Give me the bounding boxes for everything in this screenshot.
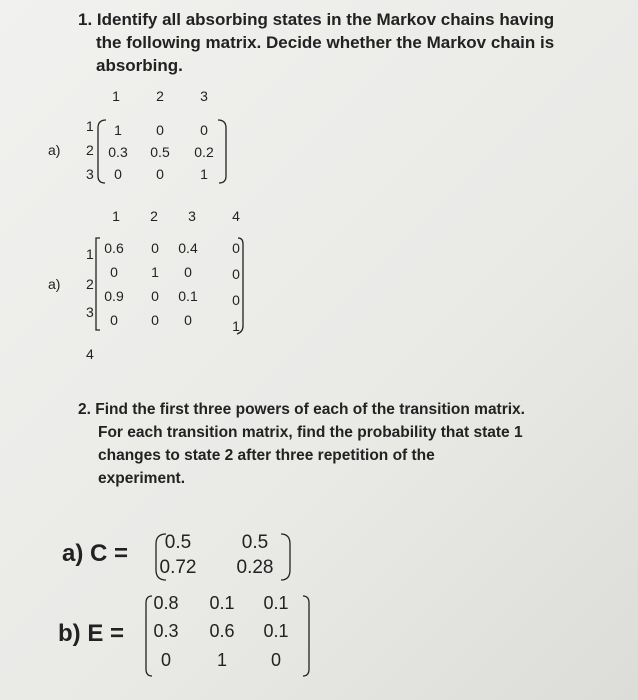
matrix-2-col-header: 4 [232,208,240,224]
matrix-2-cell: 0 [151,288,159,304]
matrix-1-cell: 0.3 [108,144,128,160]
matrix-2-right-bracket [237,238,243,334]
matrix-1-row-label: 1 [86,118,94,134]
matrix-2-cell: 0 [184,264,192,280]
matrix-2-cell: 0 [151,312,159,328]
matrix-c-cell: 0.28 [236,557,274,578]
matrix-1-left-bracket [98,120,106,183]
matrix-2-cell: 0 [151,240,159,256]
question-2-line-3: changes to state 2 after three repetition of the [98,447,435,464]
question-2-line-2: For each transition matrix, find the probability that state 1 [98,424,523,441]
matrix-2-col-header: 2 [150,208,158,224]
question-1-line-3: absorbing. [96,56,183,75]
matrix-e-cell: 1 [216,650,227,670]
matrix-c-cell: 0.5 [164,532,192,553]
matrix-2-cell: 0.1 [178,288,198,304]
matrix-e-cell: 0.3 [153,621,179,641]
matrix-2-cell: 0 [232,266,240,282]
matrix-1-cell: 1 [114,122,122,138]
matrix-2-cell: 0 [110,312,118,328]
matrix-c-label: a) C = [62,540,129,567]
matrix-2-row-label: 3 [86,304,94,320]
matrix-1-cell: 0 [156,122,164,138]
matrix-2-label: a) [48,276,61,292]
matrix-e-cell: 0 [270,650,281,670]
matrix-1-col-header: 3 [200,88,208,104]
matrix-1-cell: 0 [156,166,164,182]
matrix-e-cell: 0 [160,650,171,670]
matrix-1-cell: 1 [200,166,208,182]
matrix-2-cell: 0.4 [178,240,198,256]
matrix-1-cell: 0.5 [150,144,170,160]
matrix-c-left-bracket [156,534,166,580]
matrix-2-cell: 0.9 [104,288,124,304]
matrix-2-cell: 0.6 [104,240,124,256]
matrix-1-col-header: 1 [112,88,120,104]
matrix-2-cell: 0 [184,312,192,328]
matrix-c-right-bracket [281,534,290,580]
matrix-1-row-label: 2 [86,142,94,158]
matrix-c-cell: 0.72 [159,557,197,578]
matrix-2-cell: 1 [151,264,159,280]
matrix-1-cell: 0.2 [194,144,214,160]
matrix-e-label: b) E = [58,620,125,647]
matrix-2-col-header: 3 [188,208,196,224]
matrix-1-label: a) [48,142,61,158]
matrix-e-right-bracket [303,596,309,676]
matrix-1-cell: 0 [114,166,122,182]
matrix-e-cell: 0.1 [263,621,289,641]
matrix-1-row-label: 3 [86,166,94,182]
matrix-e-cell: 0.1 [209,593,235,613]
matrix-e-left-bracket [146,596,152,676]
matrix-1-cell: 0 [200,122,208,138]
matrix-2-cell: 0 [110,264,118,280]
question-2-line-4: experiment. [98,470,186,487]
matrix-c-cell: 0.5 [241,532,269,553]
matrix-2-col-header: 1 [112,208,120,224]
matrix-2-left-bracket [96,238,100,330]
matrix-2-cell: 0 [232,240,240,256]
question-2-line-1: 2. Find the first three powers of each of the transition matrix. [78,401,525,418]
question-1-line-1: 1. Identify all absorbing states in the Markov chains having [78,10,555,29]
matrix-2-row-label: 2 [86,276,94,292]
matrix-2-row-label: 1 [86,246,94,262]
matrix-2-row-label: 4 [86,346,94,362]
question-1-line-2: the following matrix. Decide whether the Markov chain is [96,33,555,52]
matrix-1-col-header: 2 [156,88,164,104]
matrix-1-right-bracket [218,120,226,183]
matrix-2-cell: 1 [232,318,240,334]
matrix-e-cell: 0.6 [209,621,235,641]
matrix-e-cell: 0.8 [153,593,179,613]
matrix-2-cell: 0 [232,292,240,308]
matrix-e-cell: 0.1 [263,593,289,613]
